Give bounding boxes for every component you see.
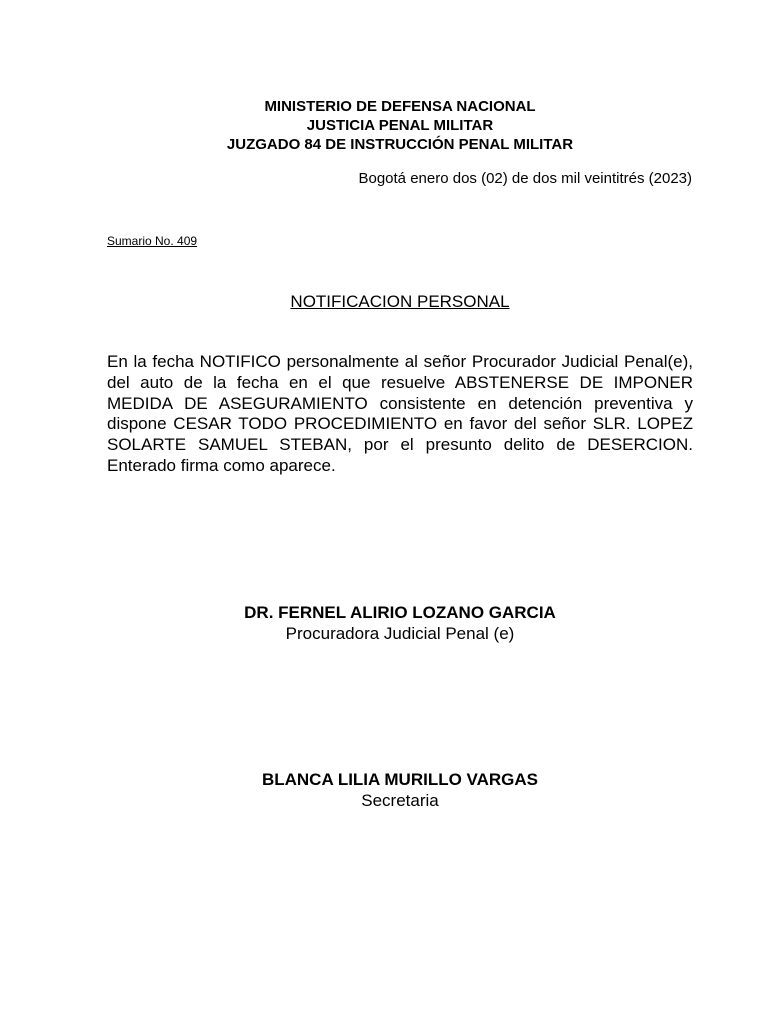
header-court: JUZGADO 84 DE INSTRUCCIÓN PENAL MILITAR [226,136,574,153]
header-ministry: MINISTERIO DE DEFENSA NACIONAL [264,98,536,115]
signature-role: Procuradora Judicial Penal (e) [285,624,515,643]
letterhead [0,97,768,154]
notification-body: En la fecha NOTIFICO personalmente al señor Procurador Judicial Penal(e), del auto de la fecha en el que resuelve ABSTENERSE DE IMPONER MEDIDA DE ASEGURAMIENTO consistente en detención preventiva y dispone CESAR TODO PROCEDIMIENTO en favor del señor SLR. LOPEZ SOLARTE SAMUEL STEBAN, por el presunto delito de DESERCION. Enterado firma como aparece. [107,352,693,475]
signature-block-procurator [0,602,768,644]
signature-name: BLANCA LILIA MURILLO VARGAS [261,770,539,789]
header-justice: JUSTICIA PENAL MILITAR [306,117,494,134]
signature-role: Secretaria [361,791,439,810]
signature-name: DR. FERNEL ALIRIO LOZANO GARCIA [244,603,556,622]
document-date: Bogotá enero dos (02) de dos mil veintitrés (2023) [358,170,692,187]
case-number: Sumario No. 409 [107,234,198,248]
document-title: NOTIFICACION PERSONAL [290,292,510,311]
signature-block-secretary [0,769,768,811]
